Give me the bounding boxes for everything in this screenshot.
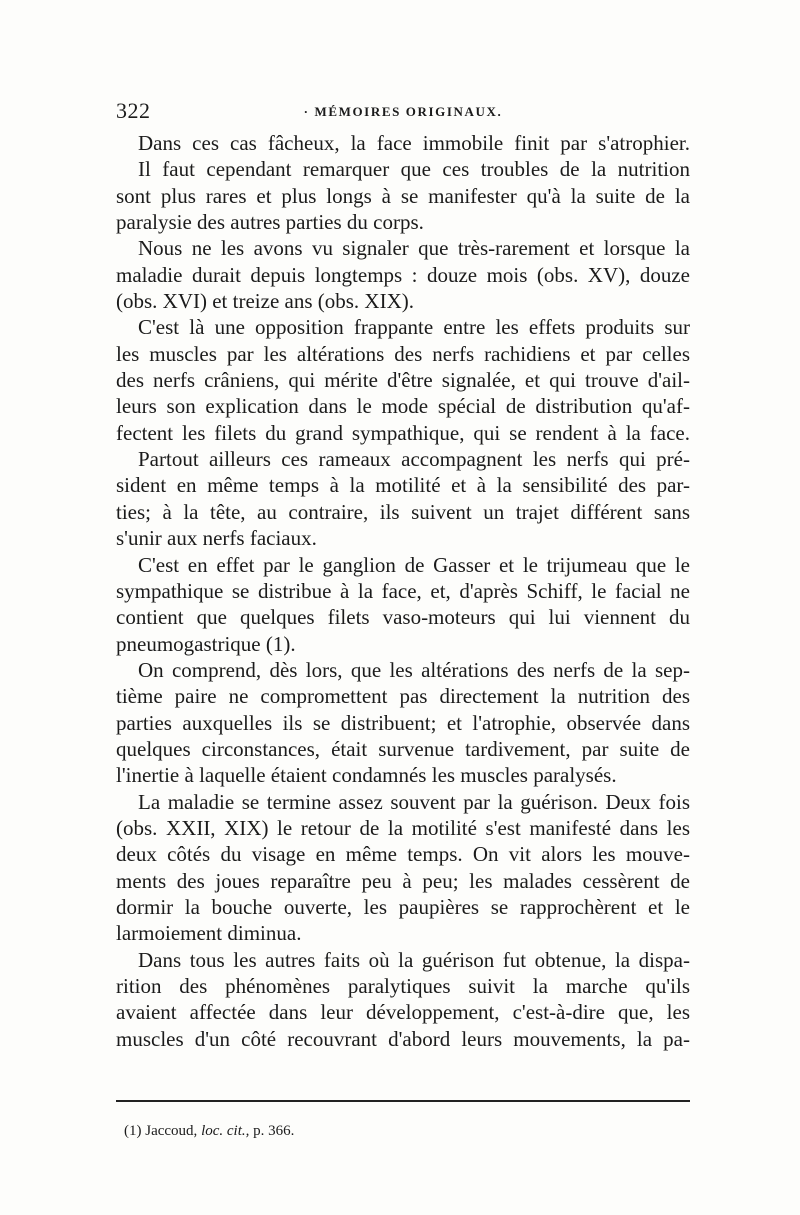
text-line: muscles d'un côté recouvrant d'abord leurs mouvements, la pa- [116,1026,690,1051]
text-line: larmoiement diminua. [116,921,302,946]
text-line: les muscles par les altérations des nerfs rachidiens et par celles [116,341,690,366]
text-line: (obs. XVI) et treize ans (obs. XIX). [116,289,414,314]
text-line: (obs. XXII, XIX) le retour de la motilité s'est manifesté dans les [116,815,690,840]
text-line: Dans ces cas fâcheux, la face immobile finit par s'atrophier. [138,131,690,155]
text-line: s'unir aux nerfs faciaux. [116,526,317,551]
text-line: ments des joues reparaître peu à peu; les malades cessèrent de [116,868,690,893]
text-line: Dans tous les autres faits où la guérison fut obtenue, la dispa- [138,947,690,972]
text-line: paralysie des autres parties du corps. [116,210,424,235]
text-line: C'est là une opposition frappante entre les effets produits sur [138,315,690,340]
text-line: avaient affectée dans leur développement, c'est-à-dire que, les [116,1000,690,1025]
text-line: ties; à la tête, au contraire, ils suivent un trajet différent sans [116,499,690,524]
text-line: La maladie se termine assez souvent par la guérison. Deux fois [138,789,690,814]
text-line: contient que quelques filets vaso-moteurs qui lui viennent du [116,605,690,630]
body-text [116,130,690,1052]
running-head [116,98,690,126]
text-line: leurs son explication dans le mode spécial de distribution qu'af- [116,394,690,419]
text-line: sont plus rares et plus longs à se manifester qu'à la suite de la [116,183,690,208]
text-line: dormir la bouche ouverte, les paupières se rapprochèrent et le [116,894,690,919]
text-line: fectent les filets du grand sympathique, qui se rendent à la face. [116,420,690,445]
running-title: · MÉMOIRES ORIGINAUX. [303,104,503,119]
text-line: sident en même temps à la motilité et à la sensibilité des par- [116,473,690,498]
text-line: Il faut cependant remarquer que ces troubles de la nutrition [138,157,690,182]
text-line: quelques circonstances, était survenue tardivement, par suite de [116,736,690,761]
text-line: pneumogastrique (1). [116,631,296,656]
text-line: C'est en effet par le ganglion de Gasser et le trijumeau que le [138,552,690,577]
text-line: tième paire ne compromettent pas directement la nutrition des [116,684,690,709]
text-line: maladie durait depuis longtemps : douze mois (obs. XV), douze [116,262,690,287]
text-line: Nous ne les avons vu signaler que très-rarement et lorsque la [138,236,690,261]
footnote-author: Jaccoud, [145,1123,198,1139]
text-line: parties auxquelles ils se distribuent; et l'atrophie, observée dans [116,710,690,735]
text-line: des nerfs crâniens, qui mérite d'être signalée, et qui trouve d'ail- [116,368,690,393]
text-line: l'inertie à laquelle étaient condamnés les muscles paralysés. [116,763,617,788]
footnote [124,1123,294,1140]
text-line: Partout ailleurs ces rameaux accompagnent les nerfs qui pré- [138,447,690,472]
footnote-marker: (1) [124,1123,142,1139]
footnote-rule [116,1100,690,1102]
text-line: deux côtés du visage en même temps. On vit alors les mouve- [116,842,690,867]
text-line: rition des phénomènes paralytiques suivit la marche qu'ils [116,974,690,998]
page-number: 322 [116,98,151,123]
footnote-reference: loc. cit., [201,1123,250,1139]
footnote-page: p. 366. [253,1123,295,1139]
text-line: sympathique se distribue à la face, et, d'après Schiff, le facial ne [116,578,690,603]
text-line: On comprend, dès lors, que les altérations des nerfs de la sep- [138,657,690,682]
